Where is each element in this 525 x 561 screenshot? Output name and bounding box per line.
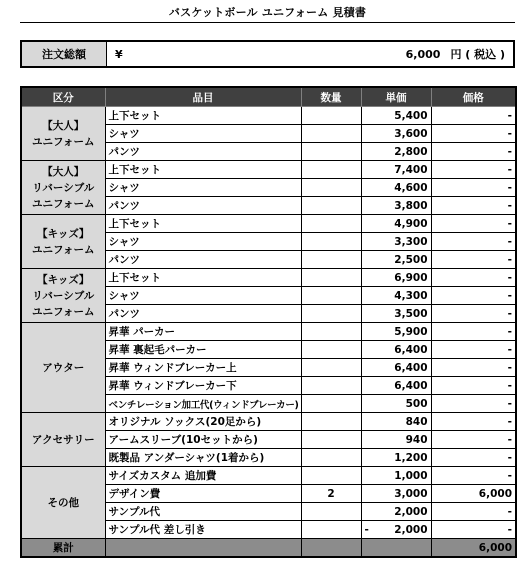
item-qty [301, 395, 361, 413]
table-header-row [21, 87, 516, 107]
item-qty [301, 323, 361, 341]
item-qty [301, 503, 361, 521]
item-name: 上下セット [105, 215, 301, 233]
item-amount: - [431, 323, 516, 341]
item-qty [301, 251, 361, 269]
item-amount: - [431, 395, 516, 413]
item-qty [301, 125, 361, 143]
category-kids-reversible: 【キッズ】 リバーシブル ユニフォーム [21, 269, 105, 323]
item-unit-price: 4,300 [361, 287, 431, 305]
category-other: その他 [21, 467, 105, 539]
order-total-box [20, 40, 515, 68]
category-adult-uniform: 【大人】 ユニフォーム [21, 107, 105, 161]
item-unit-price: 3,300 [361, 233, 431, 251]
item-name: 上下セット [105, 161, 301, 179]
item-qty [301, 305, 361, 323]
item-name: デザイン費 [105, 485, 301, 503]
item-name: パンツ [105, 143, 301, 161]
header-category: 区分 [21, 87, 105, 107]
header-unit-price: 単価 [361, 87, 431, 107]
item-name: 上下セット [105, 107, 301, 125]
item-qty [301, 449, 361, 467]
item-unit-price: 3,800 [361, 197, 431, 215]
item-unit-price: 4,600 [361, 179, 431, 197]
item-amount: - [431, 341, 516, 359]
item-qty [301, 107, 361, 125]
item-amount: 6,000 [431, 485, 516, 503]
item-unit-price: 6,400 [361, 377, 431, 395]
item-name: サイズカスタム 追加費 [105, 467, 301, 485]
title-underline [20, 22, 515, 23]
item-unit-price [361, 521, 431, 539]
item-unit-price: 3,000 [361, 485, 431, 503]
order-total-unit: 円 ( 税込 ) [450, 48, 505, 61]
item-qty [301, 359, 361, 377]
item-unit-price: 5,900 [361, 323, 431, 341]
item-amount: - [431, 215, 516, 233]
item-name: 昇華 ウィンドブレーカー上 [105, 359, 301, 377]
item-name: サンプル代 [105, 503, 301, 521]
item-name: ベンチレーション加工代(ウィンドブレーカー) [105, 395, 301, 413]
category-accessory: アクセサリー [21, 413, 105, 467]
order-total-label: 注文総額 [22, 42, 107, 66]
item-qty [301, 377, 361, 395]
item-qty [301, 341, 361, 359]
sum-spacer [361, 539, 431, 558]
item-amount: - [431, 179, 516, 197]
item-amount: - [431, 431, 516, 449]
table-row [21, 323, 516, 341]
item-qty [301, 143, 361, 161]
item-amount: - [431, 305, 516, 323]
item-name: 上下セット [105, 269, 301, 287]
item-unit-price: 1,000 [361, 467, 431, 485]
item-amount: - [431, 503, 516, 521]
item-name: パンツ [105, 305, 301, 323]
item-amount: - [431, 143, 516, 161]
item-name: 既製品 アンダーシャツ(1着から) [105, 449, 301, 467]
sum-spacer [105, 539, 301, 558]
currency-symbol: ¥ [115, 47, 123, 61]
item-amount: - [431, 287, 516, 305]
order-total-value [107, 42, 513, 66]
order-total-amount: 6,000 [405, 47, 441, 61]
item-name: シャツ [105, 233, 301, 251]
sum-row [21, 539, 516, 558]
item-name: オリジナル ソックス(20足から) [105, 413, 301, 431]
item-unit-price: 6,900 [361, 269, 431, 287]
item-amount: - [431, 521, 516, 539]
price-value: 2,000 [394, 523, 428, 536]
item-name: シャツ [105, 125, 301, 143]
table-row [21, 107, 516, 125]
category-adult-reversible: 【大人】 リバーシブル ユニフォーム [21, 161, 105, 215]
item-unit-price: 500 [361, 395, 431, 413]
table-row [21, 413, 516, 431]
category-kids-uniform: 【キッズ】 ユニフォーム [21, 215, 105, 269]
category-outer: アウター [21, 323, 105, 413]
item-amount: - [431, 161, 516, 179]
item-amount: - [431, 467, 516, 485]
estimate-table [20, 86, 517, 558]
item-unit-price: 3,600 [361, 125, 431, 143]
item-qty: 2 [301, 485, 361, 503]
sum-amount: 6,000 [431, 539, 516, 558]
item-name: シャツ [105, 287, 301, 305]
item-qty [301, 179, 361, 197]
item-unit-price: 1,200 [361, 449, 431, 467]
item-name: 昇華 裏起毛パーカー [105, 341, 301, 359]
header-item: 品目 [105, 87, 301, 107]
table-row [21, 467, 516, 485]
item-amount: - [431, 125, 516, 143]
item-amount: - [431, 449, 516, 467]
item-qty [301, 269, 361, 287]
header-qty: 数量 [301, 87, 361, 107]
item-amount: - [431, 359, 516, 377]
item-amount: - [431, 197, 516, 215]
header-amount: 価格 [431, 87, 516, 107]
item-qty [301, 233, 361, 251]
item-name: パンツ [105, 251, 301, 269]
item-unit-price: 840 [361, 413, 431, 431]
item-qty [301, 413, 361, 431]
item-qty [301, 521, 361, 539]
item-amount: - [431, 377, 516, 395]
item-unit-price: 2,800 [361, 143, 431, 161]
item-name: 昇華 ウィンドブレーカー下 [105, 377, 301, 395]
item-unit-price: 2,000 [361, 503, 431, 521]
table-row [21, 161, 516, 179]
item-unit-price: 2,500 [361, 251, 431, 269]
item-name: アームスリーブ(10セットから) [105, 431, 301, 449]
item-name: サンプル代 差し引き [105, 521, 301, 539]
item-unit-price: 940 [361, 431, 431, 449]
item-unit-price: 7,400 [361, 161, 431, 179]
item-unit-price: 6,400 [361, 359, 431, 377]
item-qty [301, 467, 361, 485]
item-unit-price: 6,400 [361, 341, 431, 359]
item-unit-price: 4,900 [361, 215, 431, 233]
item-qty [301, 215, 361, 233]
item-name: 昇華 パーカー [105, 323, 301, 341]
sum-spacer [301, 539, 361, 558]
item-qty [301, 431, 361, 449]
item-qty [301, 161, 361, 179]
item-name: シャツ [105, 179, 301, 197]
table-row [21, 269, 516, 287]
item-amount: - [431, 251, 516, 269]
sum-label: 累計 [21, 539, 105, 558]
table-row [21, 215, 516, 233]
item-qty [301, 287, 361, 305]
item-amount: - [431, 233, 516, 251]
price-minus-sign: - [364, 523, 369, 536]
item-qty [301, 197, 361, 215]
item-amount: - [431, 269, 516, 287]
item-unit-price: 3,500 [361, 305, 431, 323]
item-unit-price: 5,400 [361, 107, 431, 125]
item-amount: - [431, 107, 516, 125]
item-name: パンツ [105, 197, 301, 215]
item-amount: - [431, 413, 516, 431]
document-title: バスケットボール ユニフォーム 見積書 [168, 6, 367, 19]
